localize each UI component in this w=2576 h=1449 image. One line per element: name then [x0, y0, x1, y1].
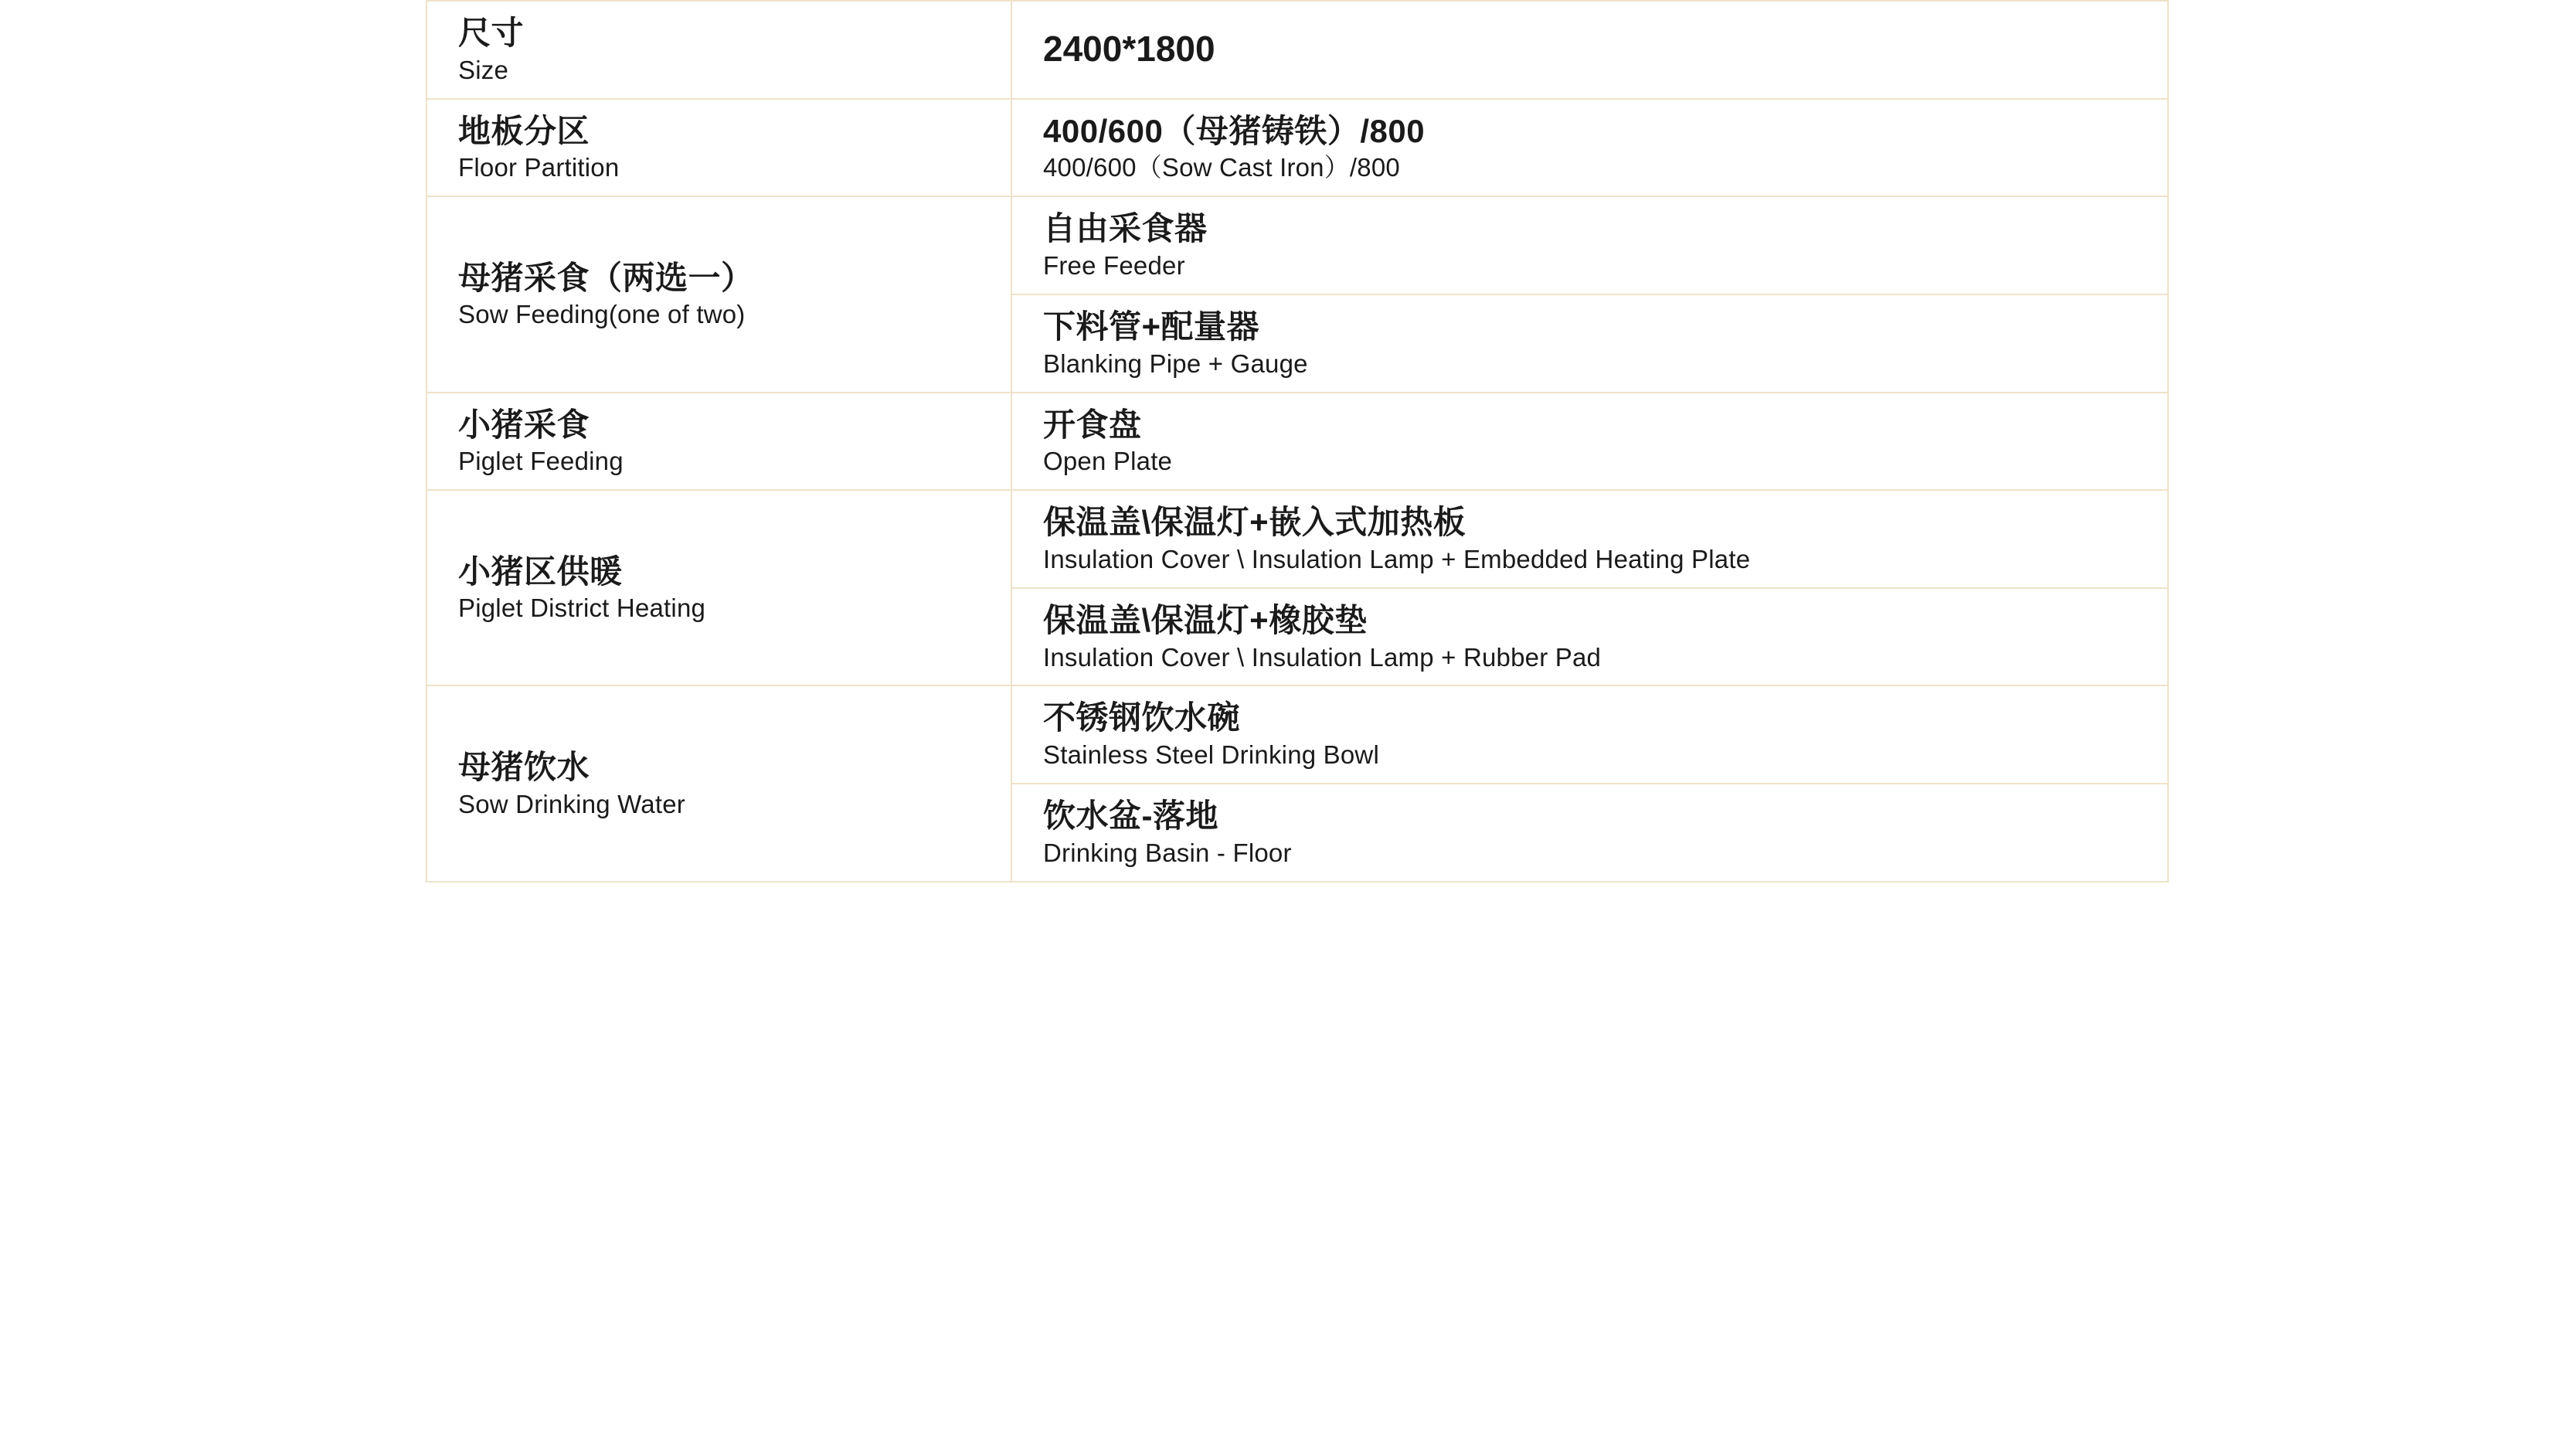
value-cn: 不锈钢饮水碗 — [1043, 699, 1241, 736]
row-label-cell — [427, 490, 1011, 685]
label-cn: 小猪采食 — [458, 406, 590, 443]
value-en: Insulation Cover \ Insulation Lamp + Rubber Pad — [1043, 642, 1602, 672]
row-value-cell — [1011, 1, 2168, 99]
value-subrow — [1012, 588, 2167, 685]
label-en: Floor Partition — [458, 153, 620, 182]
label-cn: 母猪饮水 — [458, 748, 590, 785]
value-cn: 保温盖\保温灯+嵌入式加热板 — [1043, 504, 1466, 541]
row-value-cell — [1011, 196, 2168, 392]
label-stack — [427, 540, 1011, 637]
value-subrow — [1012, 686, 2167, 784]
value-stack — [1012, 15, 2167, 83]
value-stack — [1012, 686, 2167, 783]
row-label-cell — [427, 393, 1011, 491]
value-cn: 下料管+配量器 — [1043, 308, 1260, 345]
value-en: Drinking Basin - Floor — [1043, 838, 1292, 867]
value-cn: 保温盖\保温灯+橡胶垫 — [1043, 601, 1368, 638]
label-en: Size — [458, 55, 508, 84]
value-subtable — [1012, 491, 2167, 685]
value-stack — [1012, 393, 2167, 490]
row-label-cell — [427, 196, 1011, 392]
value-en: Insulation Cover \ Insulation Lamp + Embedded Heating Plate — [1043, 544, 1751, 573]
value-cn: 饮水盆-落地 — [1043, 798, 1218, 835]
label-stack — [427, 2, 1011, 98]
table-row — [427, 393, 2168, 491]
table-row — [427, 99, 2168, 197]
value-stack — [1012, 784, 2167, 881]
value-stack — [1012, 100, 2167, 196]
value-en: Stainless Steel Drinking Bowl — [1043, 740, 1379, 770]
row-value-cell — [1011, 393, 2168, 491]
value-cn: 400/600（母猪铸铁）/800 — [1043, 112, 1426, 149]
value-stack — [1012, 197, 2167, 294]
table-row — [427, 490, 2168, 685]
row-label-cell — [427, 1, 1011, 99]
row-label-cell — [427, 99, 1011, 197]
label-stack — [427, 736, 1011, 832]
value-en: Blanking Pipe + Gauge — [1043, 349, 1308, 378]
value-en: 400/600（Sow Cast Iron）/800 — [1043, 153, 1400, 182]
table-row — [427, 196, 2168, 392]
label-en: Sow Feeding(one of two) — [458, 300, 746, 329]
label-en: Sow Drinking Water — [458, 789, 685, 818]
label-en: Piglet Feeding — [458, 447, 624, 476]
value-stack — [1012, 589, 2167, 685]
label-stack — [427, 247, 1011, 343]
value-subtable — [1012, 197, 2167, 391]
value-stack — [1012, 491, 2167, 587]
label-stack — [427, 100, 1011, 196]
value-subrow — [1012, 491, 2167, 588]
row-label-cell — [427, 685, 1011, 881]
label-cn: 小猪区供暖 — [458, 553, 623, 590]
label-cn: 母猪采食（两选一） — [458, 259, 754, 296]
value-subrow — [1012, 294, 2167, 392]
value-cn: 开食盘 — [1043, 406, 1142, 443]
value-subtable — [1012, 686, 2167, 880]
specification-table — [426, 0, 2169, 883]
label-stack — [427, 393, 1011, 490]
label-cn: 尺寸 — [458, 15, 525, 51]
table-row — [427, 1, 2168, 99]
table-row — [427, 685, 2168, 881]
value-subrow — [1012, 784, 2167, 881]
row-value-cell — [1011, 490, 2168, 685]
value-cn: 2400*1800 — [1043, 29, 1215, 70]
value-en: Open Plate — [1043, 447, 1173, 476]
label-cn: 地板分区 — [458, 112, 590, 149]
row-value-cell — [1011, 685, 2168, 881]
label-en: Piglet District Heating — [458, 594, 706, 623]
value-subrow — [1012, 197, 2167, 294]
value-stack — [1012, 295, 2167, 392]
value-en: Free Feeder — [1043, 251, 1185, 281]
value-cn: 自由采食器 — [1043, 210, 1208, 247]
row-value-cell — [1011, 99, 2168, 197]
